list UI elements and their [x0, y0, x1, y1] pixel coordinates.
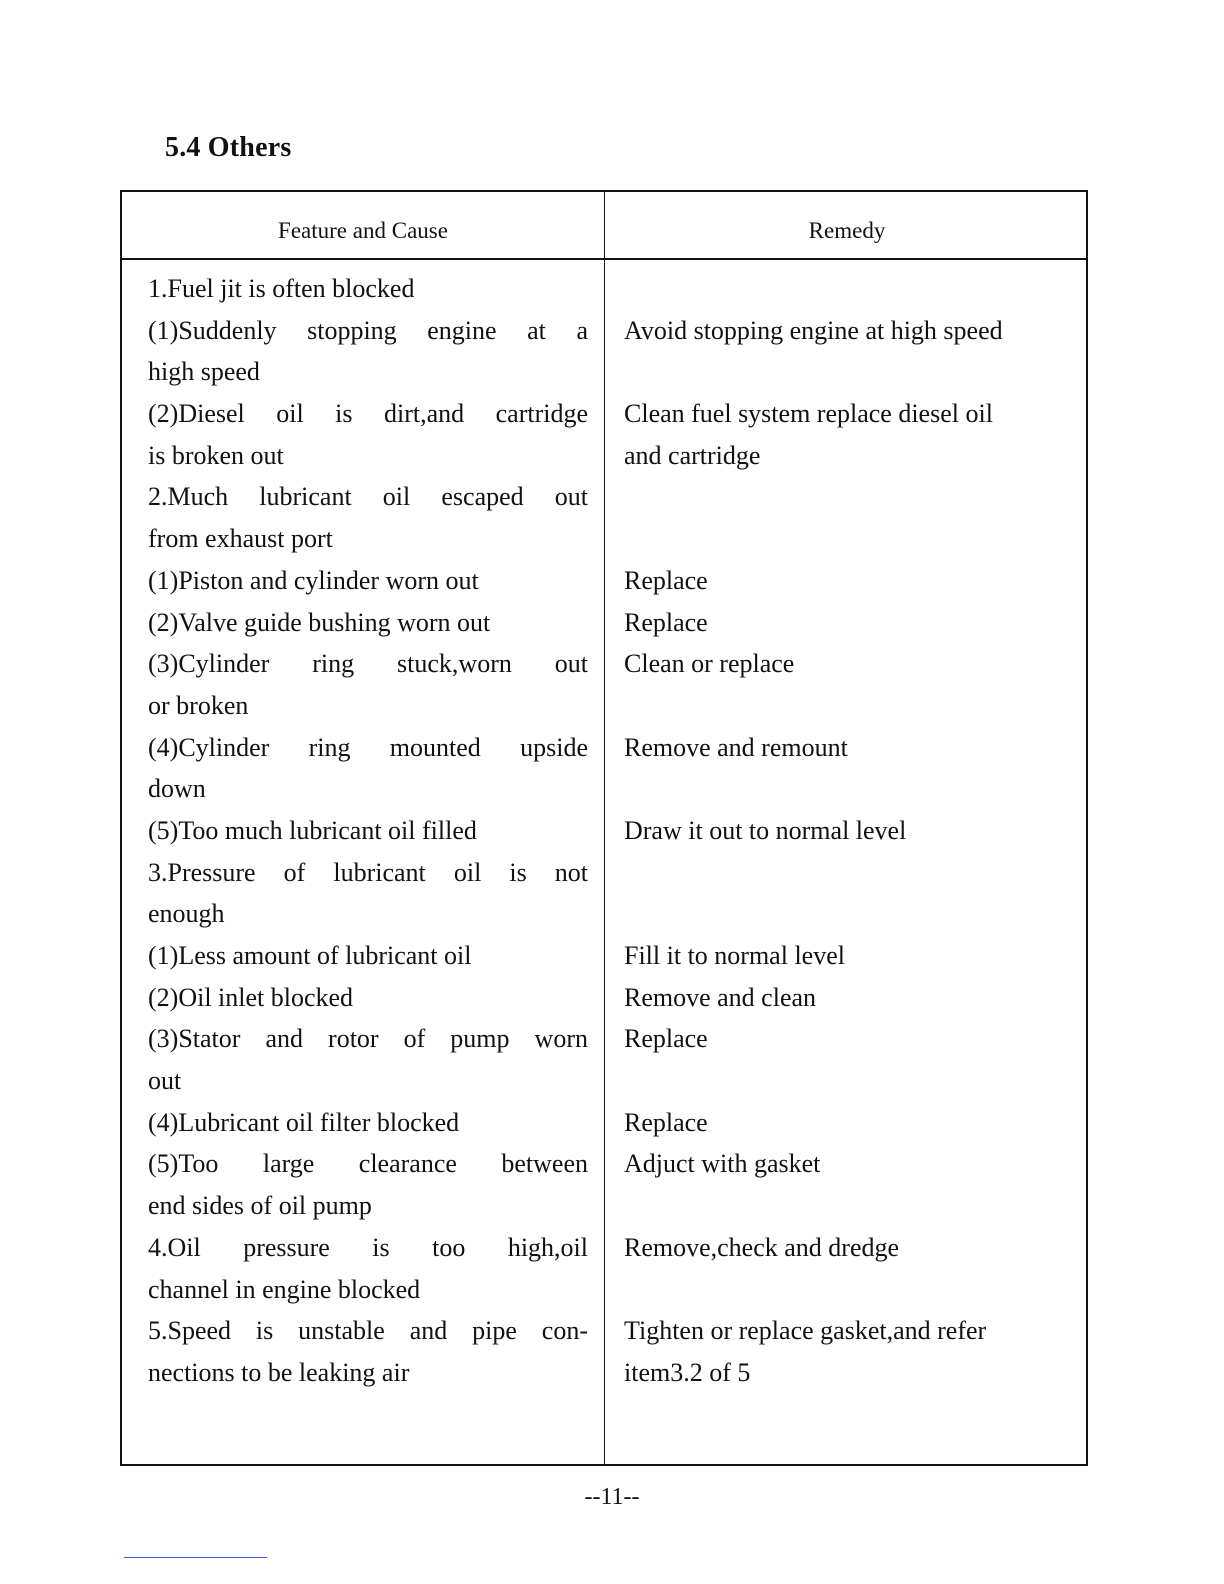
remedy-line [624, 768, 1074, 810]
feature-and-cause-column [148, 268, 588, 1394]
remedy-line: Remove and remount [624, 732, 848, 762]
header-feature-and-cause: Feature and Cause [278, 218, 448, 243]
remedy-line [624, 893, 1074, 935]
remedy-line [624, 351, 1074, 393]
cause-line: (5)Too large clearance between [148, 1149, 588, 1179]
remedy-column [624, 268, 1074, 1394]
remedy-line [624, 1185, 1074, 1227]
remedy-line [624, 476, 1074, 518]
cause-line: end sides of oil pump [148, 1191, 372, 1221]
page-number: --11-- [584, 1484, 640, 1510]
remedy-line: Replace [624, 1107, 708, 1137]
cause-line: 3.Pressure of lubricant oil is not [148, 857, 588, 887]
remedy-line [624, 1269, 1074, 1311]
cause-line: (1)Piston and cylinder worn out [148, 565, 479, 595]
cause-line: (4)Lubricant oil filter blocked [148, 1107, 460, 1137]
troubleshooting-table [120, 190, 1088, 1466]
remedy-line: Avoid stopping engine at high speed [624, 315, 1003, 345]
cause-line: down [148, 774, 206, 804]
cause-line: 4.Oil pressure is too high,oil [148, 1232, 588, 1262]
footer-rule [124, 1557, 267, 1558]
cause-line: out [148, 1066, 182, 1096]
header-remedy: Remedy [808, 218, 886, 243]
cause-line: (2)Valve guide bushing worn out [148, 607, 491, 637]
remedy-line: Replace [624, 565, 708, 595]
cause-line: (5)Too much lubricant oil filled [148, 815, 477, 845]
remedy-line [624, 852, 1074, 894]
remedy-line: and cartridge [624, 440, 761, 470]
remedy-line: Adjuct with gasket [624, 1149, 821, 1179]
column-divider [604, 192, 605, 1464]
remedy-line [624, 685, 1074, 727]
cause-line: (2)Oil inlet blocked [148, 982, 354, 1012]
remedy-line: Remove and clean [624, 982, 817, 1012]
cause-line: 2.Much lubricant oil escaped out [148, 482, 588, 512]
remedy-line: item3.2 of 5 [624, 1357, 751, 1387]
remedy-line: Tighten or replace gasket,and refer [624, 1316, 987, 1346]
cause-line: (1)Less amount of lubricant oil [148, 941, 472, 970]
cause-line: or broken [148, 690, 249, 720]
cause-line: high speed [148, 357, 260, 387]
remedy-line: Clean fuel system replace diesel oil [624, 399, 993, 429]
cause-line: (1)Suddenly stopping engine at a [148, 315, 588, 345]
remedy-line: Replace [624, 607, 708, 637]
cause-line: is broken out [148, 440, 284, 470]
remedy-line: Remove,check and dredge [624, 1232, 900, 1262]
cause-line: (2)Diesel oil is dirt,and cartridge [148, 399, 588, 429]
remedy-line: Replace [624, 1024, 708, 1054]
cause-line: 5.Speed is unstable and pipe con- [148, 1316, 588, 1346]
cause-line: (4)Cylinder ring mounted upside [148, 732, 588, 762]
remedy-line: Draw it out to normal level [624, 815, 907, 845]
remedy-line: Fill it to normal level [624, 941, 845, 970]
cause-line: channel in engine blocked [148, 1274, 421, 1304]
remedy-line: Clean or replace [624, 649, 795, 679]
cause-line: 1.Fuel jit is often blocked [148, 274, 415, 303]
remedy-line [624, 268, 1074, 310]
cause-line: from exhaust port [148, 524, 333, 554]
section-heading: 5.4 Others [165, 132, 292, 163]
remedy-line [624, 518, 1074, 560]
cause-line: nections to be leaking air [148, 1357, 410, 1387]
remedy-line [624, 1060, 1074, 1102]
cause-line: (3)Stator and rotor of pump worn [148, 1024, 588, 1054]
cause-line: enough [148, 899, 225, 929]
cause-line: (3)Cylinder ring stuck,worn out [148, 649, 588, 679]
